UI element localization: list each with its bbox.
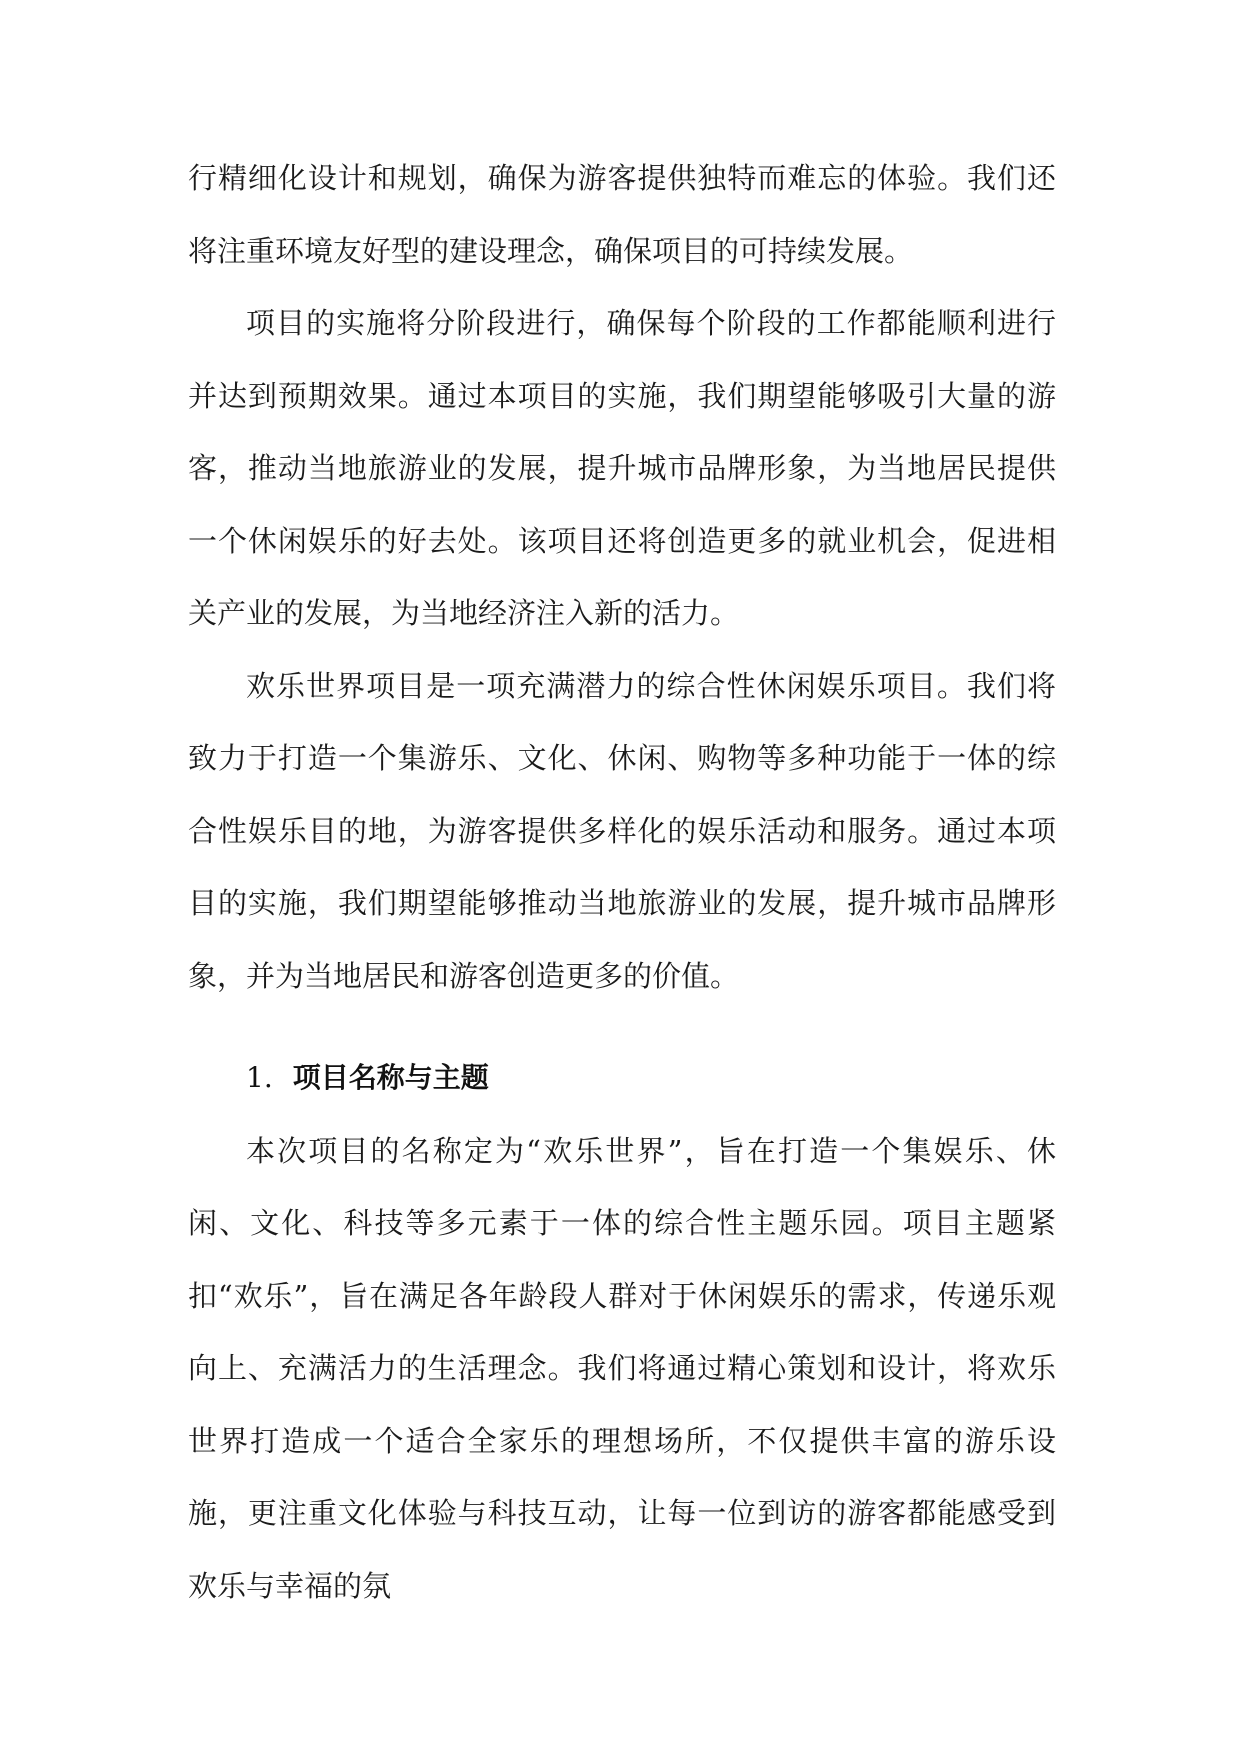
section-title: 项目名称与主题 xyxy=(292,1061,489,1094)
paragraph-project-name: 本次项目的名称定为“欢乐世界”，旨在打造一个集娱乐、休闲、文化、科技等多元素于一体的综合性主题乐园。项目主题紧扣“欢乐”，旨在满足各年龄段人群对于休闲娱乐的需求，传递乐观向上、充满活力的生活理念。我们将通过精心策划和设计，将欢乐世界打造成一个适合全家乐的理想场所，不仅提供丰富的游乐设施，更注重文化体验与科技互动，让每一位到访的游客都能感受到欢乐与幸福的氛 xyxy=(188,1133,1056,1603)
paragraph-summary: 欢乐世界项目是一项充满潜力的综合性休闲娱乐项目。我们将致力于打造一个集游乐、文化、休闲、购物等多种功能于一体的综合性娱乐目的地，为游客提供多样化的娱乐活动和服务。通过本项目的实施，我们期望能够推动当地旅游业的发展，提升城市品牌形象，并为当地居民和游客创造更多的价值。 xyxy=(188,668,1056,993)
paragraph-implementation: 项目的实施将分阶段进行，确保每个阶段的工作都能顺利进行并达到预期效果。通过本项目的实施，我们期望能够吸引大量的游客，推动当地旅游业的发展，提升城市品牌形象，为当地居民提供一个休闲娱乐的好去处。该项目还将创造更多的就业机会，促进相关产业的发展，为当地经济注入新的活力。 xyxy=(188,306,1056,630)
section-heading xyxy=(188,1042,1056,1115)
section-spacer xyxy=(188,1012,1056,1042)
document-body xyxy=(188,142,1056,1622)
paragraph-continued: 行精细化设计和规划，确保为游客提供独特而难忘的体验。我们还将注重环境友好型的建设理念，确保项目的可持续发展。 xyxy=(188,161,1056,268)
section-number: 1. xyxy=(246,1061,273,1094)
